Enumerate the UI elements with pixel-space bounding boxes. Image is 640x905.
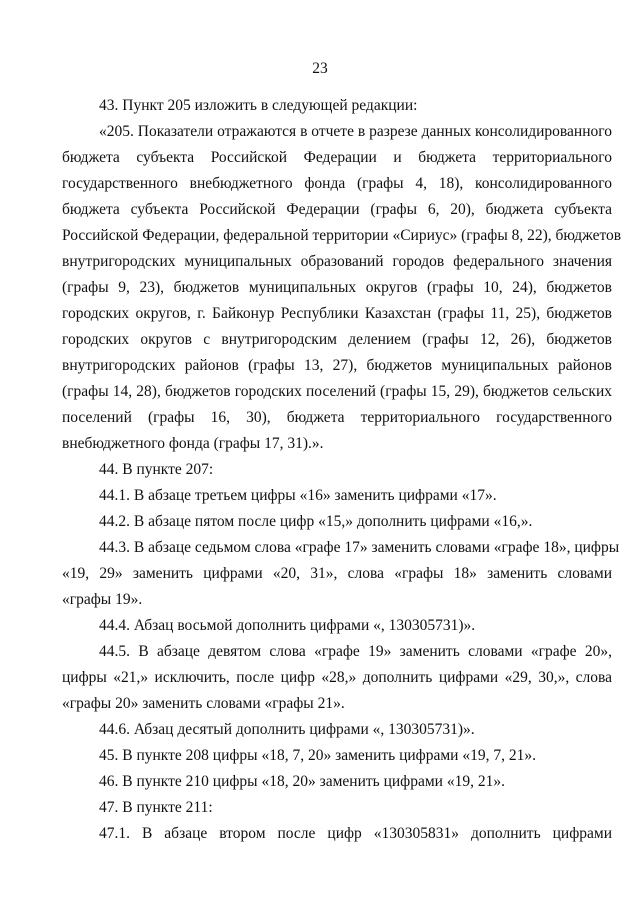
text-line: внутригородских муниципальных образований городов федерального значения	[62, 253, 612, 270]
text-line: 43. Пункт 205 изложить в следующей редакции:	[99, 97, 418, 114]
text-line: 44.4. Абзац восьмой дополнить цифрами «, 130305731)».	[99, 617, 476, 634]
text-line: (графы 14, 28), бюджетов городских поселений (графы 15, 29), бюджетов сельских	[62, 383, 612, 400]
text-line: Российской Федерации, федеральной территории «Сириус» (графы 8, 22), бюджетов	[62, 227, 622, 244]
text-line: 46. В пункте 210 цифры «18, 20» заменить цифрами «19, 21».	[99, 773, 505, 790]
text-line: 44.6. Абзац десятый дополнить цифрами «, 130305731)».	[99, 721, 475, 738]
text-line: 44.5. В абзаце девятом слова «графе 19» заменить словами «графе 20»,	[99, 643, 612, 660]
text-line: «графы 19».	[62, 591, 143, 608]
text-line: городских округов, г. Байконур Республики Казахстан (графы 11, 25), бюджетов	[62, 305, 612, 322]
text-line: 47.1. В абзаце втором после цифр «130305831» дополнить цифрами	[99, 825, 612, 842]
text-line: цифры «21,» исключить, после цифр «28,» дополнить цифрами «29, 30,», слова	[62, 669, 612, 686]
text-line: 45. В пункте 208 цифры «18, 7, 20» заменить цифрами «19, 7, 21».	[99, 747, 536, 764]
text-line: городских округов с внутригородским делением (графы 12, 26), бюджетов	[62, 331, 612, 348]
text-line: 47. В пункте 211:	[99, 799, 213, 816]
text-line: «19, 29» заменить цифрами «20, 31», слова «графы 18» заменить словами	[62, 565, 612, 582]
text-line: бюджета субъекта Российской Федерации (графы 6, 20), бюджета субъекта	[62, 201, 612, 218]
text-line: бюджета субъекта Российской Федерации и бюджета территориального	[62, 149, 612, 166]
text-line: государственного внебюджетного фонда (графы 4, 18), консолидированного	[62, 175, 612, 192]
page-number: 23	[312, 60, 328, 77]
text-line: «205. Показатели отражаются в отчете в разрезе данных консолидированного	[99, 123, 612, 140]
text-line: 44.1. В абзаце третьем цифры «16» заменить цифрами «17».	[99, 487, 497, 504]
text-line: (графы 9, 23), бюджетов муниципальных округов (графы 10, 24), бюджетов	[62, 279, 612, 296]
text-line: 44.2. В абзаце пятом после цифр «15,» дополнить цифрами «16,».	[99, 513, 533, 530]
text-line: 44.3. В абзаце седьмом слова «графе 17» заменить словами «графе 18», цифры	[99, 539, 620, 556]
text-line: внутригородских районов (графы 13, 27), бюджетов муниципальных районов	[62, 357, 612, 374]
text-line: 44. В пункте 207:	[99, 461, 214, 478]
text-line: поселений (графы 16, 30), бюджета территориального государственного	[62, 409, 612, 426]
text-line: «графы 20» заменить словами «графы 21».	[62, 695, 345, 712]
text-line: внебюджетного фонда (графы 17, 31).».	[62, 435, 324, 452]
